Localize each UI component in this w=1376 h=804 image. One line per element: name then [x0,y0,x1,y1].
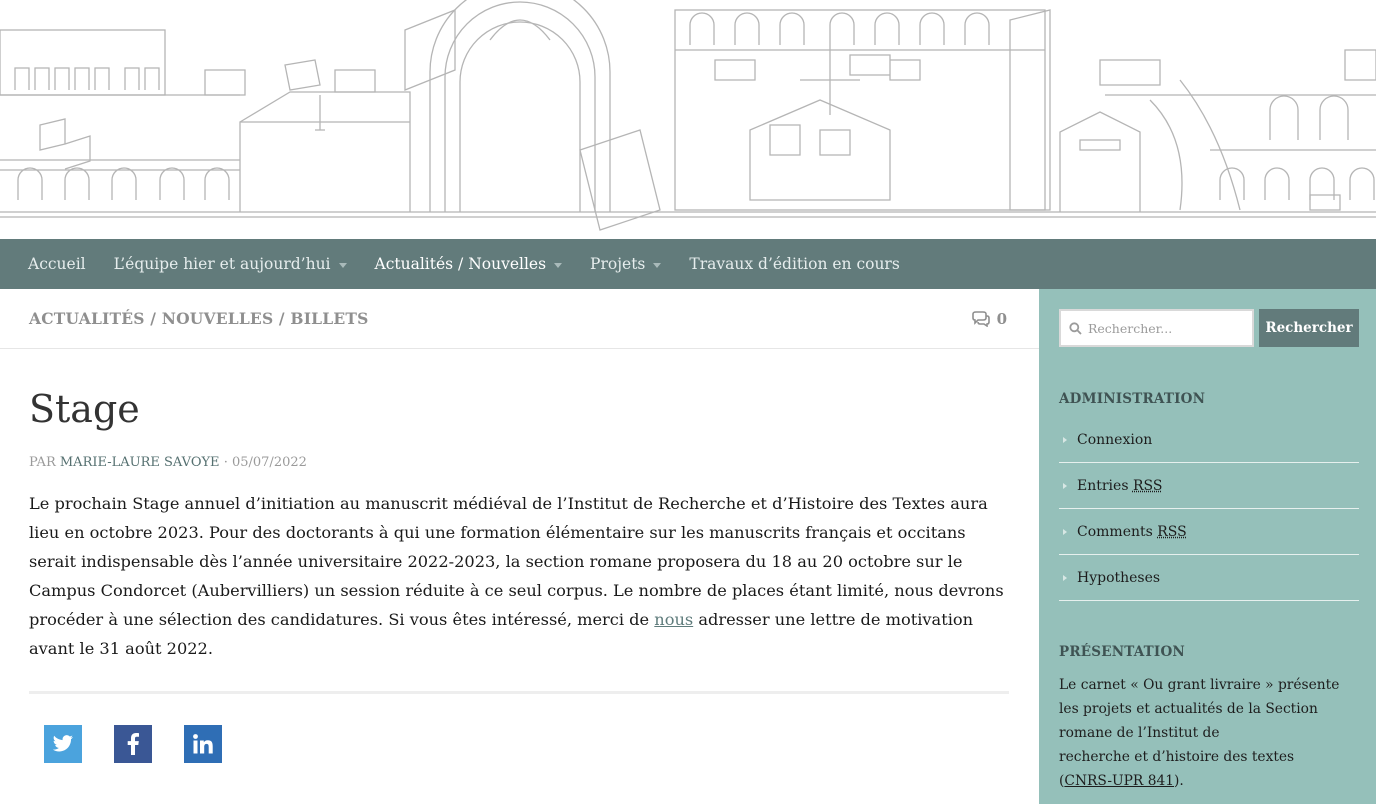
arrow-right-icon [1063,483,1067,489]
rss-abbr: RSS [1157,523,1187,540]
search-input[interactable] [1088,321,1248,336]
admin-item-label: Entries [1077,477,1129,494]
twitter-icon [52,735,74,753]
presentation-text [1059,673,1349,793]
nav-item-label: L’équipe hier et aujourd’hui [113,255,331,273]
caret-down-icon [554,263,562,268]
meta-separator: · [223,455,228,470]
comments-link[interactable] [971,310,1007,328]
presentation-text-part: recherche et d’histoire des textes ( [1059,749,1295,789]
section-header [0,289,1039,349]
linkedin-icon [193,734,213,754]
arrow-right-icon [1063,575,1067,581]
presentation-widget-title: PRÉSENTATION [1059,644,1185,660]
main-content [0,289,1039,804]
share-facebook-button[interactable] [114,725,152,763]
nav-item-label: Actualités / Nouvelles [374,255,547,273]
nav-item-label: Travaux d’édition en cours [689,255,900,273]
admin-item-hypotheses[interactable] [1059,555,1359,601]
search-button[interactable]: Rechercher [1259,309,1359,347]
presentation-line: Le carnet « Ou grant livraire » présente les projets et actualités de la Section romane de l’Institut de [1059,677,1340,741]
nav-item-accueil[interactable] [28,255,86,273]
nav-item-label: Accueil [28,255,86,273]
section-title: ACTUALITÉS / NOUVELLES / BILLETS [29,309,369,328]
nav-item-travaux[interactable] [689,255,899,273]
caret-down-icon [653,263,661,268]
caret-down-icon [339,263,347,268]
header-banner [0,0,1376,239]
nav-item-label: Projets [590,255,646,273]
presentation-text-part: ). [1174,773,1184,789]
nav-item-equipe[interactable] [114,255,347,273]
post-divider [29,691,1009,694]
post-meta [29,455,307,470]
post-date: 05/07/2022 [231,455,307,470]
library-illustration-icon [0,0,1376,239]
post-body [29,489,1011,663]
contact-link[interactable]: nous [654,610,694,629]
admin-item-entries-rss[interactable] [1059,463,1359,509]
presentation-line [1059,745,1349,793]
main-navigation [0,239,1376,289]
admin-widget-title: ADMINISTRATION [1059,391,1206,407]
post-title: Stage [29,387,140,431]
admin-item-label: Hypotheses [1077,569,1161,586]
admin-item-label: Comments [1077,523,1153,540]
rss-abbr: RSS [1132,477,1163,494]
admin-item-connexion[interactable] [1059,417,1359,463]
admin-item-comments-rss[interactable] [1059,509,1359,555]
sidebar [1039,289,1376,804]
author-link[interactable]: MARIE-LAURE SAVOYE [59,455,220,470]
share-twitter-button[interactable] [44,725,82,763]
arrow-right-icon [1063,437,1067,443]
admin-list [1059,417,1359,601]
comment-count: 0 [996,309,1007,328]
arrow-right-icon [1063,529,1067,535]
nav-item-projets[interactable] [590,255,661,273]
search-icon [1069,322,1082,335]
cnrs-link[interactable]: CNRS-UPR 841 [1064,773,1175,789]
meta-prefix: PAR [29,455,56,470]
facebook-icon [127,733,139,755]
speech-bubbles-icon [971,311,991,327]
nav-item-actualites[interactable] [375,255,563,273]
admin-item-label: Connexion [1077,431,1153,448]
search-box [1059,309,1254,347]
post-body-text-end: adresser une lettre de motivation avant le 31 août 2022. [29,610,974,658]
post-body-text: Le prochain Stage annuel d’initiation au manuscrit médiéval de l’Institut de Recherche et d’Histoire des Textes aura lieu en octobre 2023. Pour des doctorants à qui une formation élémentaire sur les manuscrits français et occitans serait indispensable dès l’année universitaire 2022-2023, la section romane proposera du 18 au 20 octobre sur le Campus Condorcet (Aubervilliers) un session réduite à ce seul corpus. Le nombre de places étant limité, nous devrons procéder à une sélection des candidatures. Si vous êtes intéressé, merci de [29,494,1004,629]
share-linkedin-button[interactable] [184,725,222,763]
